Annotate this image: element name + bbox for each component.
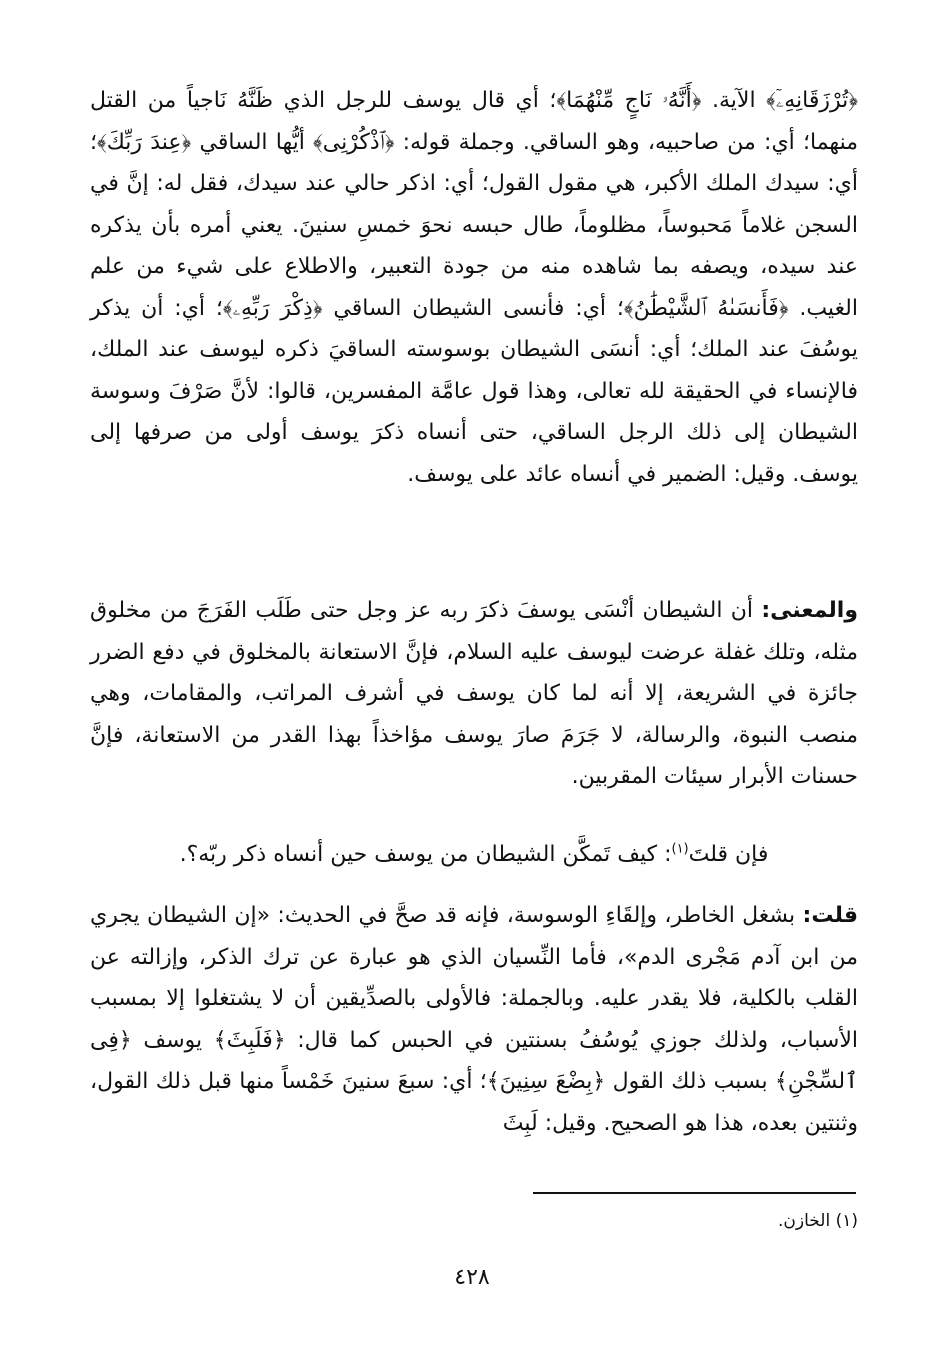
- paragraph-3-question: [90, 834, 858, 876]
- paragraph-1-text: ﴿تُرْزَقَانِهِۦٓ﴾ الآية. ﴿أَنَّهُۥ نَاجٍ مِّنْهُمَا﴾؛ أي قال يوسف للرجل الذي ظَنَّهُ نَاجياً من القتل منهما؛ أي: من صاحبيه، وهو الساقي. وجملة قوله: ﴿ٱذْكُرْنِى﴾ أيُّها الساقي ﴿عِندَ رَبِّكَ﴾؛ أي: سيدك الملك الأكبر، هي مقول القول؛ أي: اذكر حالي عند سيدك، فقل له: إنَّ في السجن غلاماً مَحبوساً، مظلوماً، طال حبسه نحوَ خمسِ سنينَ. يعني أمره بأن يذكره عند سيده، ويصفه بما شاهده منه من جودة التعبير، والاطلاع على شيء من علم الغيب. ﴿فَأَنسَىٰهُ ٱلشَّيْطَٰنُ﴾؛ أي: فأنسى الشيطان الساقي ﴿ذِكْرَ رَبِّهِۦ﴾؛ أي: أن يذكر يوسُفَ عند الملك؛ أي: أنسَى الشيطان بوسوسته الساقيَ ذكره ليوسف عند الملك، فالإنساء في الحقيقة لله تعالى، وهذا قول عامَّة المفسرين، قالوا: لأنَّ صَرْفَ وسوسة الشيطان إلى ذلك الرجل الساقي، حتى أنساه ذكرَ يوسف أولى من صرفها إلى يوسف. وقيل: الضمير في أنساه عائد على يوسف.: [90, 88, 858, 487]
- paragraph-3-text-after: : كيف تَمكَّن الشيطان من يوسف حين أنساه ذكر ربّه؟.: [179, 842, 672, 867]
- footnote-divider: [533, 1192, 856, 1194]
- paragraph-3-text: فإن قلتَ: [688, 842, 769, 867]
- paragraph-4-text: بشغل الخاطر، وإلقَاءِ الوسوسة، فإنه قد صحَّ في الحديث: «إن الشيطان يجري من ابن آدم مَجْرى الدم»، فأما النِّسيان الذي هو عبارة عن ترك الذكر، وإزالته عن القلب بالكلية، فلا يقدر عليه. وبالجملة: فالأولى بالصدِّيقين أن لا يشتغلوا إلا بمسبب الأسباب، ولذلك جوزي يُوسُفُ بسنتين في الحبس كما قال: ﴿فَلَبِثَ﴾ يوسف ﴿فِى ٱلسِّجْنِ﴾ بسبب ذلك القول ﴿بِضْعَ سِنِينَ﴾؛ أي: سبعَ سنينَ خَمْساً منها قبل ذلك القول، وثنتين بعده، هذا هو الصحيح. وقيل: لَبِثَ: [90, 903, 858, 1136]
- paragraph-1: [90, 80, 858, 495]
- paragraph-2-lead: والمعنى:: [761, 598, 858, 623]
- paragraph-2: [90, 590, 858, 798]
- paragraph-4-lead: قلت:: [802, 903, 858, 928]
- footnote: (١) الخازن.: [778, 1211, 858, 1231]
- paragraph-4: [90, 895, 858, 1144]
- paragraph-2-text: أن الشيطان أنْسَى يوسفَ ذكرَ ربه عز وجل حتى طَلَب الفَرَجَ من مخلوق مثله، وتلك غفلة عرضت ليوسف عليه السلام، فإنَّ الاستعانة بالمخلوق في دفع الضرر جائزة في الشريعة، إلا أنه لما كان يوسف في أشرف المراتب، والمقامات، وهي منصب النبوة، والرسالة، لا جَرَمَ صارَ يوسف مؤاخذاً بهذا القدر من الاستعانة، فإنَّ حسنات الأبرار سيئات المقربين.: [90, 598, 858, 789]
- footnote-marker: (١): [671, 841, 689, 857]
- page-number: ٤٢٨: [454, 1265, 490, 1290]
